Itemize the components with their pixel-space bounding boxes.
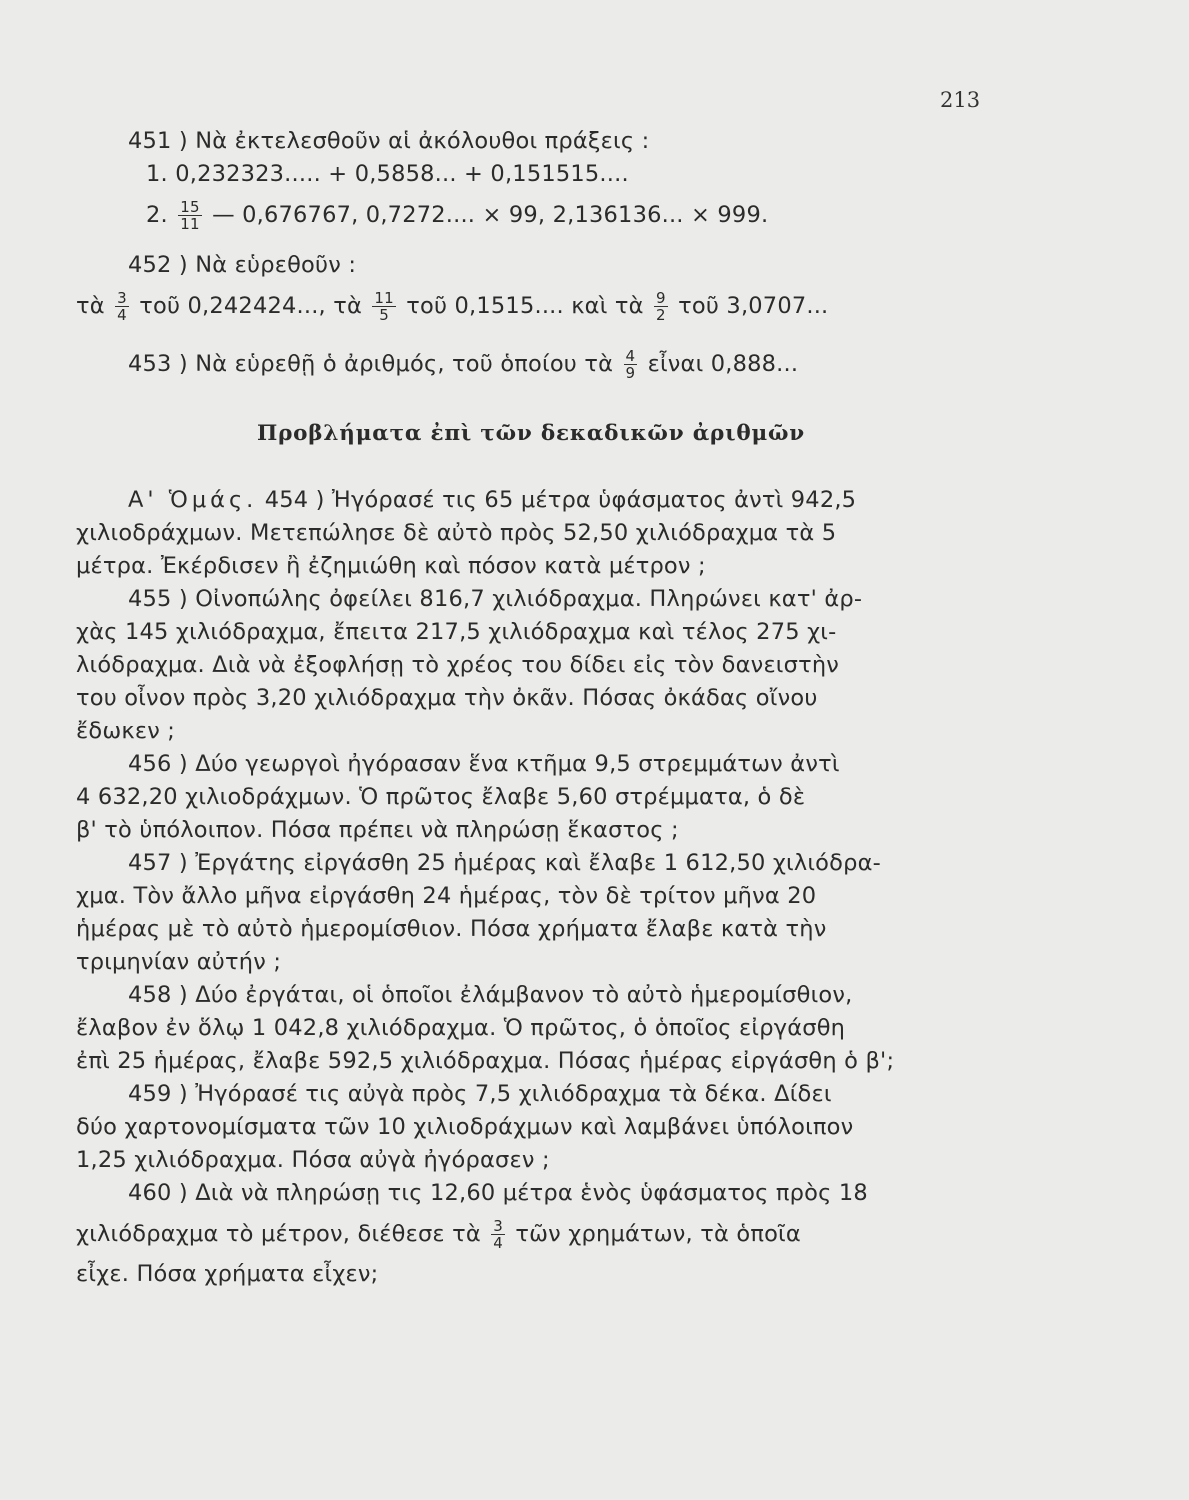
- problem-458-line: 458 ) Δύο ἐργάται, οἱ ὁποῖοι ἐλάμβανον τὸ αὐτὸ ἡμερομίσθιον,: [128, 982, 853, 1008]
- problem-455-line: του οἶνον πρὸς 3,20 χιλιόδραχμα τὴν ὀκᾶν. Πόσας ὀκάδας οἴνου: [76, 685, 818, 711]
- problem-459-line: 459 ) Ἠγόρασέ τις αὐγὰ πρὸς 7,5 χιλιόδραχμα τὰ δέκα. Δίδει: [128, 1081, 832, 1107]
- text-segment: χιλιόδραχμα τὸ μέτρον, διέθεσε τὰ: [76, 1221, 481, 1247]
- problem-455-line: λιόδραχμα. Διὰ νὰ ἐξοφλήσῃ τὸ χρέος του δίδει εἰς τὸν δανειστὴν: [76, 652, 840, 678]
- fraction-denominator: 5: [379, 306, 390, 324]
- fraction-numerator: 11: [374, 289, 394, 307]
- exercise-451-title: 451 ) Νὰ ἐκτελεσθοῦν αἱ ἀκόλουθοι πράξεις :: [128, 128, 650, 154]
- text-segment: εἶναι 0,888...: [647, 351, 799, 377]
- item-2-number: 2.: [146, 202, 168, 228]
- text-segment: τῶν χρημάτων, τὰ ὁποῖα: [515, 1221, 801, 1247]
- text-segment: τοῦ 3,0707...: [678, 293, 829, 319]
- problem-456-line: 4 632,20 χιλιοδράχμων. Ὁ πρῶτος ἔλαβε 5,60 στρέμματα, ὁ δὲ: [76, 784, 806, 810]
- fraction-numerator: 9: [656, 289, 666, 307]
- fraction-numerator: 15: [180, 198, 200, 216]
- fraction-11-5: [372, 290, 396, 323]
- problem-457-line: ἡμέρας μὲ τὸ αὐτὸ ἡμερομίσθιον. Πόσα χρήματα ἔλαβε κατὰ τὴν: [76, 916, 827, 942]
- fraction-numerator: 4: [625, 347, 636, 365]
- fraction-4-9: [624, 348, 638, 381]
- problem-454-line: χιλιοδράχμων. Μετεπώλησε δὲ αὐτὸ πρὸς 52,50 χιλιόδραχμα τὰ 5: [76, 520, 837, 546]
- text-segment: τοῦ 0,242424..., τὰ: [139, 293, 363, 319]
- fraction-denominator: 4: [493, 1234, 504, 1252]
- problem-455-line: 455 ) Οἰνοπώλης ὀφείλει 816,7 χιλιόδραχμα. Πληρώνει κατ' ἀρ-: [128, 586, 863, 612]
- item-2-text: — 0,676767, 0,7272.... × 99, 2,136136... × 999.: [212, 202, 769, 228]
- page-number: 213: [940, 88, 981, 112]
- text-segment: 454 ) Ἠγόρασέ τις 65 μέτρα ὑφάσματος ἀντὶ 942,5: [264, 487, 857, 513]
- exercise-451-item-2: [76, 191, 986, 239]
- problem-457-line: χμα. Τὸν ἄλλο μῆνα εἰργάσθη 24 ἡμέρας, τὸν δὲ τρίτον μῆνα 20: [76, 883, 817, 909]
- problem-460-line: 460 ) Διὰ νὰ πληρώσῃ τις 12,60 μέτρα ἑνὸς ὑφάσματος πρὸς 18: [128, 1180, 868, 1206]
- problem-456-line: 456 ) Δύο γεωργοὶ ἠγόρασαν ἕνα κτῆμα 9,5 στρεμμάτων ἀντὶ: [128, 751, 840, 777]
- text-segment: 453 ) Νὰ εὑρεθῇ ὁ ἀριθμός, τοῦ ὁποίου τὰ: [128, 351, 614, 377]
- fraction-3-4: [491, 1218, 505, 1251]
- problem-455-line: ἔδωκεν ;: [76, 718, 176, 744]
- problem-457-line: τριμηνίαν αὐτήν ;: [76, 949, 282, 975]
- problem-457-line: 457 ) Ἐργάτης εἰργάσθη 25 ἡμέρας καὶ ἔλαβε 1 612,50 χιλιόδρα-: [128, 850, 881, 876]
- fraction-numerator: 3: [493, 1217, 504, 1235]
- fraction-9-2: [654, 290, 668, 323]
- problem-455-line: χὰς 145 χιλιόδραχμα, ἔπειτα 217,5 χιλιόδραχμα καὶ τέλος 275 χι-: [76, 619, 837, 645]
- exercise-452-title: 452 ) Νὰ εὑρεθοῦν :: [128, 252, 357, 278]
- problem-456-line: β' τὸ ὑπόλοιπον. Πόσα πρέπει νὰ πληρώσῃ ἕκαστος ;: [76, 817, 679, 843]
- section-heading: Προβλήματα ἐπὶ τῶν δεκαδικῶν ἀριθμῶν: [256, 421, 806, 446]
- fraction-denominator: 4: [117, 306, 127, 324]
- page-body: [76, 125, 986, 1291]
- exercise-452-line: [76, 282, 986, 330]
- exercise-451-item-1: 1. 0,232323..... + 0,5858... + 0,151515....: [146, 161, 629, 187]
- fraction-denominator: 2: [656, 306, 666, 324]
- group-label: Α' Ὁμάς.: [128, 487, 258, 513]
- problem-459-line: δύο χαρτονομίσματα τῶν 10 χιλιοδράχμων καὶ λαμβάνει ὑπόλοιπον: [76, 1114, 854, 1140]
- problem-458-line: ἐπὶ 25 ἡμέρας, ἔλαβε 592,5 χιλιόδραχμα. Πόσας ἡμέρας εἰργάσθη ὁ β';: [76, 1048, 895, 1074]
- problem-460-line: [76, 1210, 986, 1258]
- problem-458-line: ἔλαβον ἐν ὅλῳ 1 042,8 χιλιόδραχμα. Ὁ πρῶτος, ὁ ὁποῖος εἰργάσθη: [76, 1015, 846, 1041]
- text-segment: τοῦ 0,1515.... καὶ τὰ: [406, 293, 644, 319]
- exercise-453: [76, 340, 986, 388]
- fraction-15-11: [178, 199, 202, 232]
- problem-459-line: 1,25 χιλιόδραχμα. Πόσα αὐγὰ ἠγόρασεν ;: [76, 1147, 550, 1173]
- text-segment: τὰ: [76, 293, 105, 319]
- problem-454-line: μέτρα. Ἐκέρδισεν ἢ ἐζημιώθη καὶ πόσον κατὰ μέτρον ;: [76, 553, 706, 579]
- fraction-3-4: [115, 290, 129, 323]
- fraction-denominator: 9: [625, 364, 636, 382]
- fraction-denominator: 11: [180, 215, 200, 233]
- fraction-numerator: 3: [117, 289, 127, 307]
- problem-454-line: [76, 484, 986, 517]
- problem-460-line: εἶχε. Πόσα χρήματα εἶχεν;: [76, 1261, 379, 1287]
